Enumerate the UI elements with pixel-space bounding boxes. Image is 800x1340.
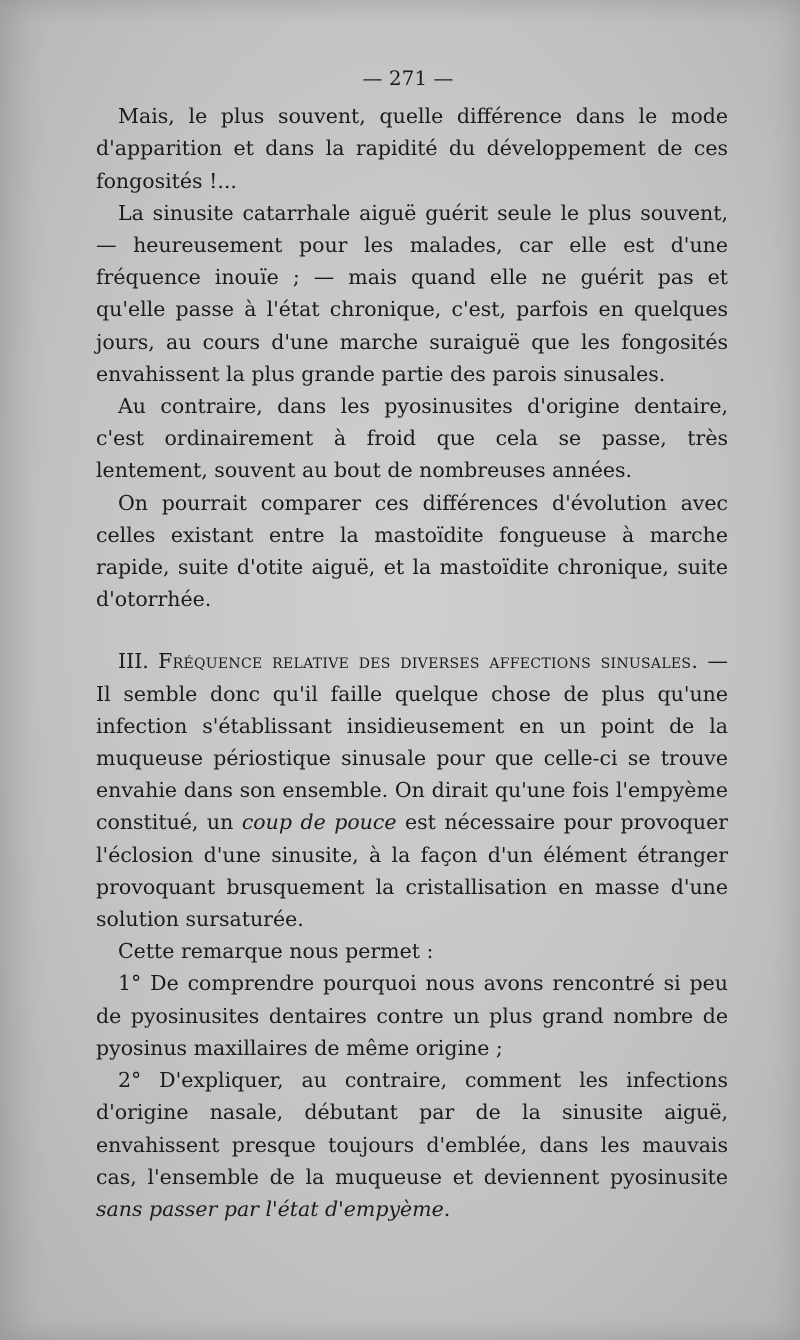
section-gap [96, 615, 728, 645]
page-number: — 271 — [362, 66, 454, 90]
section-emphasis: coup de pouce [241, 810, 397, 835]
list-item-2-text: 2° D'expliquer, au contraire, comment les infections d'origine nasale, débutant par de la sinusite aiguë, envahissent presque toujours d'emblée, dans les mauvais cas, l'ensemble de la muqueuse et deviennent pyosinusite [96, 1068, 728, 1189]
section-text-2: est nécessaire pour provoquer l'éclosion d'une sinusite, à la façon d'un élément étranger provoquant brusquement la cristallisation en masse d'une solution sursaturée. [96, 810, 728, 932]
list-item-2-emphasis: sans passer par l'état d'empyème [96, 1196, 444, 1221]
paragraph-3: Au contraire, dans les pyosinusites d'origine dentaire, c'est ordinairement à froid que cela se passe, très lentement, souvent au bout de nombreuses années. [96, 394, 728, 483]
section-number: III. [118, 649, 149, 674]
paragraph-2: La sinusite catarrhale aiguë guérit seule le plus souvent, — heureusement pour les malades, car elle est d'une fréquence inouïe ; — mais quand elle ne guérit pas et qu'elle passe à l'état chronique, c'est, parfois en quelques jours, au cours d'une marche suraiguë que les fongosités envahissent la plus grande partie des parois sinusales. [96, 200, 728, 386]
list-item-2 [96, 1064, 728, 1225]
list-item-1: 1° De comprendre pourquoi nous avons rencontré si peu de pyosinusites dentaires contre un plus grand nombre de pyosinus maxillaires de même origine ; [96, 971, 728, 1060]
paragraph-1: Mais, le plus souvent, quelle différence dans le mode d'apparition et dans la rapidité du développement de ces fongosités !... [96, 104, 728, 193]
section-text-1: — Il semble donc qu'il faille quelque chose de plus qu'une infection s'établissant insidieusement en un point de la muqueuse périostique sinusale pour que celle-ci se trouve envahie dans son ensemble. On dirait qu'une fois l'empyème constitué, un [96, 649, 728, 835]
page-text [96, 62, 728, 1225]
paragraph-4: On pourrait comparer ces différences d'évolution avec celles existant entre la mastoïdite fongueuse à marche rapide, suite d'otite aiguë, et la mastoïdite chronique, suite d'otorrhée. [96, 490, 728, 612]
remark-line: Cette remarque nous permet : [118, 939, 434, 964]
section-paragraph [96, 645, 728, 935]
list-item-2-end: . [443, 1196, 451, 1221]
section-heading: Fréquence relative des diverses affections sinusales. [158, 649, 699, 674]
